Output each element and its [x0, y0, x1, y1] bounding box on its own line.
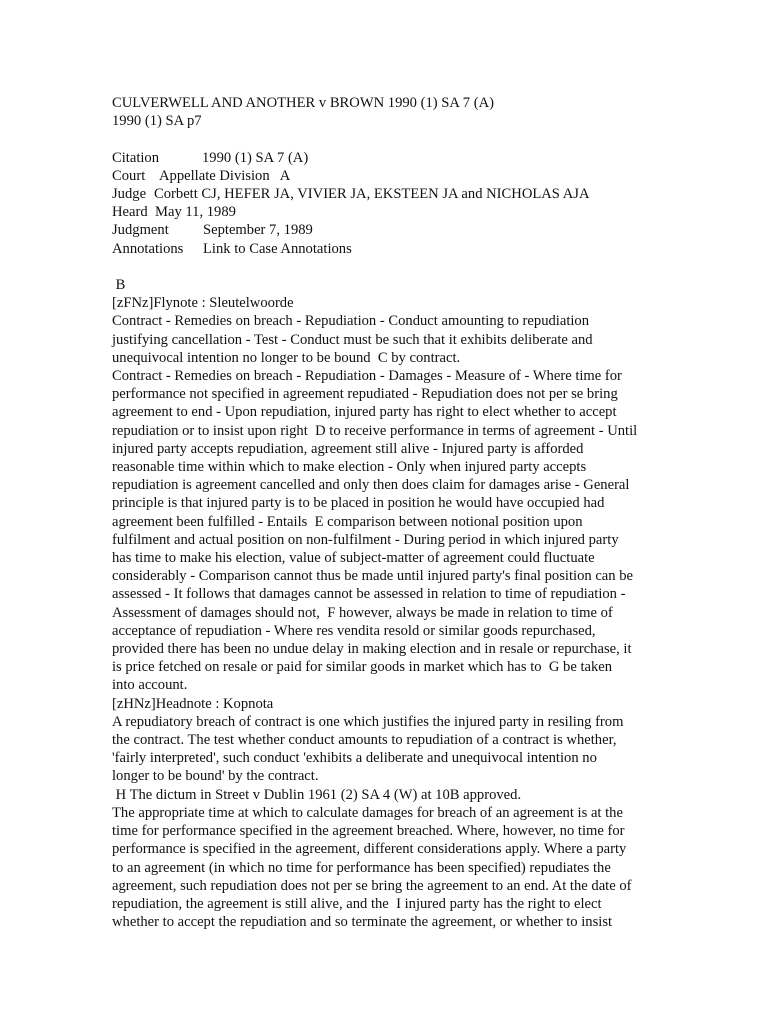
- text-line: acceptance of repudiation - Where res vendita resold or similar goods repurchased,: [112, 622, 596, 639]
- text-line: repudiation, the agreement is still alive, and the I injured party has the right to elect: [112, 895, 602, 912]
- document-page: [112, 94, 664, 931]
- text-line: into account.: [112, 677, 188, 694]
- text-line: repudiation or to insist upon right D to receive performance in terms of agreement - Until: [112, 422, 638, 439]
- text-line: is price fetched on resale or paid for similar goods in market which has to G be taken: [112, 659, 613, 676]
- headnote-text: [112, 713, 664, 931]
- text-line: provided there has been no undue delay in making election and in resale or repurchase, it: [112, 641, 632, 658]
- meta-value: September 7, 1989: [203, 222, 313, 239]
- text-line: agreement to end - Upon repudiation, injured party has right to elect whether to accept: [112, 404, 617, 421]
- text-line: unequivocal intention no longer to be bound C by contract.: [112, 349, 461, 366]
- meta-label: Annotations: [112, 240, 184, 257]
- text-line: repudiation is agreement cancelled and only then does claim for damages arise - General: [112, 477, 630, 494]
- meta-value: Corbett CJ, HEFER JA, VIVIER JA, EKSTEEN JA and NICHOLAS AJA: [154, 186, 590, 202]
- meta-value: 1990 (1) SA 7 (A): [202, 149, 309, 166]
- text-line: performance not specified in agreement repudiated - Repudiation does not per se bring: [112, 386, 618, 403]
- text-line: justifying cancellation - Test - Conduct must be such that it exhibits deliberate and: [112, 331, 593, 348]
- headnote-heading: [zHNz]Headnote : Kopnota: [112, 695, 274, 712]
- text-line: to an agreement (in which no time for performance has been specified) repudiates the: [112, 859, 611, 876]
- case-page-reference: 1990 (1) SA p7: [112, 113, 202, 130]
- text-line: performance is specified in the agreement, different considerations apply. Where a party: [112, 841, 627, 858]
- meta-judgment: [112, 221, 664, 239]
- meta-annotations: [112, 240, 664, 258]
- text-line: considerably - Comparison cannot thus be made until injured party's final position can be: [112, 568, 633, 585]
- case-title: CULVERWELL AND ANOTHER v BROWN 1990 (1) SA 7 (A): [112, 95, 494, 111]
- meta-label: Citation: [112, 149, 160, 166]
- spacer: [112, 258, 664, 276]
- text-line: H The dictum in Street v Dublin 1961 (2) SA 4 (W) at 10B approved.: [112, 786, 522, 803]
- text-line: principle is that injured party is to be placed in position he would have occupied had: [112, 495, 605, 512]
- text-line: the contract. The test whether conduct amounts to repudiation of a contract is whether,: [112, 732, 617, 749]
- text-line: Assessment of damages should not, F however, always be made in relation to time of: [112, 604, 613, 621]
- text-line: agreement, such repudiation does not per se bring the agreement to an end. At the date of: [112, 877, 632, 894]
- text-line: fulfilment and actual position on non-fulfilment - During period in which injured party: [112, 531, 619, 548]
- text-line: A repudiatory breach of contract is one which justifies the injured party in resiling from: [112, 713, 624, 730]
- meta-citation: [112, 149, 664, 167]
- case-annotations-link[interactable]: Link to Case Annotations: [203, 240, 352, 257]
- flynote-text: [112, 312, 664, 694]
- text-line: agreement been fulfilled - Entails E comparison between notional position upon: [112, 513, 583, 530]
- text-line: assessed - It follows that damages cannot be assessed in relation to time of repudiation -: [112, 586, 626, 603]
- meta-heard: [112, 203, 664, 221]
- text-line: Contract - Remedies on breach - Repudiation - Conduct amounting to repudiation: [112, 313, 590, 330]
- text-line: 'fairly interpreted', such conduct 'exhibits a deliberate and unequivocal intention no: [112, 750, 597, 767]
- meta-label: Heard: [112, 204, 148, 221]
- text-line: injured party accepts repudiation, agreement still alive - Injured party is afforded: [112, 440, 584, 457]
- text-line: time for performance specified in the agreement breached. Where, however, no time for: [112, 823, 625, 840]
- text-line: has time to make his election, value of subject-matter of agreement could fluctuate: [112, 550, 595, 567]
- meta-label: Court: [112, 167, 146, 184]
- meta-label: Judge: [112, 186, 147, 202]
- text-line: whether to accept the repudiation and so terminate the agreement, or whether to insist: [112, 914, 613, 931]
- spacer: [112, 130, 664, 148]
- meta-value: Appellate Division A: [159, 167, 291, 184]
- text-line: The appropriate time at which to calculate damages for breach of an agreement is at the: [112, 804, 623, 821]
- meta-judge: [112, 185, 664, 203]
- meta-court: [112, 167, 664, 185]
- text-line: reasonable time within which to make election - Only when injured party accepts: [112, 459, 587, 476]
- flynote-heading: [zFNz]Flynote : Sleutelwoorde: [112, 295, 294, 312]
- meta-label: Judgment: [112, 222, 169, 239]
- margin-marker: B: [112, 277, 126, 293]
- text-line: longer to be bound' by the contract.: [112, 768, 319, 785]
- text-line: Contract - Remedies on breach - Repudiation - Damages - Measure of - Where time for: [112, 368, 622, 385]
- meta-value: May 11, 1989: [155, 204, 236, 221]
